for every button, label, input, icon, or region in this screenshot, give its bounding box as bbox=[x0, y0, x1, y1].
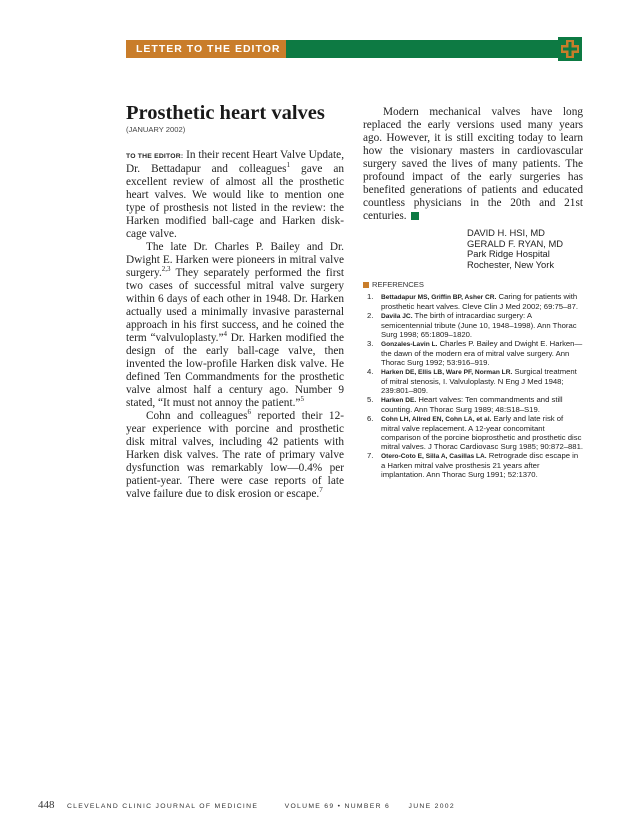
location: Rochester, New York bbox=[467, 258, 555, 270]
reference-item: 5. Harken DE. Heart valves: Ten commandments and still counting. Ann Thorac Surg 1989; 48:S18–S19. bbox=[367, 395, 563, 415]
section-label: LETTER TO THE EDITOR bbox=[126, 40, 286, 58]
citation-marker: 5 bbox=[300, 395, 304, 404]
banner-bar bbox=[286, 40, 558, 58]
reference-item: 6. Cohn LH, Allred EN, Cohn LA, et al. Early and late risk of mitral valve replacement. A 12-year concomitant comparison of the porcine bioprosthetic and prosthetic disc mitral valves. J Thorac Cardiovasc Surg 1985; 90:872–881. bbox=[367, 414, 583, 452]
references-heading bbox=[363, 280, 583, 289]
reference-item: 4. Harken DE, Ellis LB, Ware PF, Norman LR. Surgical treatment of mitral stenosis, I. Valvuloplasty. N Eng J Med 1948; 239:801–809. bbox=[367, 367, 577, 396]
references-list bbox=[363, 292, 583, 479]
issue-date: JUNE 2002 bbox=[408, 803, 455, 810]
paragraph-1: TO THE EDITOR: In their recent Heart Valve Update, Dr. Bettadapur and colleagues$^1$ gave an excellent review of almost all the prosthetic heart valves. We would like to mention one type of prosthesis not listed in the review: the Harken modified ball-cage and Harken disk-cage valve. bbox=[126, 149, 345, 240]
citation-marker: 7 bbox=[319, 486, 323, 495]
right-column bbox=[363, 106, 583, 479]
reference-item: 1. Bettadapur MS, Griffin BP, Asher CR. Caring for patients with prosthetic heart valves. Cleve Clin J Med 2002; 69:75–87. bbox=[367, 292, 578, 312]
paragraph-4: Modern mechanical valves have long replaced the early versions used many years ago. However, it is still exciting today to learn how the visionary masters in cardiovascular surgery saved the lives of many patients. The profound impact of the early surgeries has benefited generations of patients and educated countless physicians in the 20th and 21st centuries. bbox=[363, 106, 583, 222]
letter-body-left bbox=[126, 149, 344, 501]
section-banner bbox=[126, 40, 582, 58]
clinic-cross-logo-icon bbox=[558, 37, 582, 61]
left-column bbox=[126, 102, 344, 501]
reference-item: 3. Gonzales-Lavin L. Charles P. Bailey and Dwight E. Harken—the dawn of the modern era of mitral valve surgery. Ann Thorac Surg 1992; 53:916–919. bbox=[367, 339, 583, 368]
reference-item: 7. Otero-Coto E, Silla A, Casillas LA. Retrograde disc escape in a Harken mitral valve prosthesis 21 years after implantation. Ann Thorac Surg 1991; 52:1370. bbox=[367, 451, 579, 480]
article-title: Prosthetic heart valves bbox=[126, 102, 325, 124]
citation-marker: 6 bbox=[247, 408, 252, 417]
page-number: 448 bbox=[38, 799, 55, 811]
signature-block bbox=[467, 228, 583, 270]
issue-info: VOLUME 69 • NUMBER 6 bbox=[284, 803, 391, 810]
references-heading-label: REFERENCES bbox=[372, 280, 424, 290]
paragraph-3: Cohn and colleagues$^6$ reported their 12-year experience with porcine and prosthetic disk mitral valves, including 42 patients with Harken disk valves. The rate of primary valve dysfunction was remarkably low—0.4% per patient-year. There were case reports of late valve failure due to disk erosion or escape.$^7$ bbox=[126, 408, 344, 500]
paragraph-2: The late Dr. Charles P. Bailey and Dr. Dwight E. Harken were pioneers in mitral valve surgery.$^{2,3}$ They separately performed the first two cases of successful mitral valve surgery within 6 days of each other in 1948. Dr. Harken actually used a minimally invasive parasternal approach in his first success, and he coined the term “valvuloplasty.”$^4$ Dr. Harken modified the design of the early ball-cage valve, then invented the low-profile Harken disk valve. He defined Ten Commandments for the prosthetic valve almost half a century ago. Number 9 stated, “It must not annoy the patient.”$^5$ bbox=[126, 241, 345, 409]
author-1: DAVID H. HSI, MD bbox=[467, 227, 545, 238]
reference-item: 2. Davila JC. The birth of intracardiac surgery: A semicentennial tribute (June 10, 1948–1998). Ann Thorac Surg 1998; 65:1809–1820. bbox=[367, 311, 577, 340]
page-footer bbox=[38, 795, 455, 813]
article-date: (JANUARY 2002) bbox=[126, 125, 186, 134]
journal-name: CLEVELAND CLINIC JOURNAL OF MEDICINE bbox=[66, 803, 259, 810]
lead-in: TO THE EDITOR: bbox=[126, 153, 184, 160]
citation-marker: 4 bbox=[223, 330, 227, 339]
author-2: GERALD F. RYAN, MD bbox=[467, 237, 564, 249]
citation-marker: 2,3 bbox=[161, 265, 171, 274]
affiliation: Park Ridge Hospital bbox=[467, 248, 550, 260]
end-mark-icon bbox=[411, 212, 419, 220]
square-bullet-icon bbox=[363, 282, 369, 288]
letter-body-right bbox=[363, 106, 583, 223]
citation-marker: 1 bbox=[286, 161, 291, 170]
